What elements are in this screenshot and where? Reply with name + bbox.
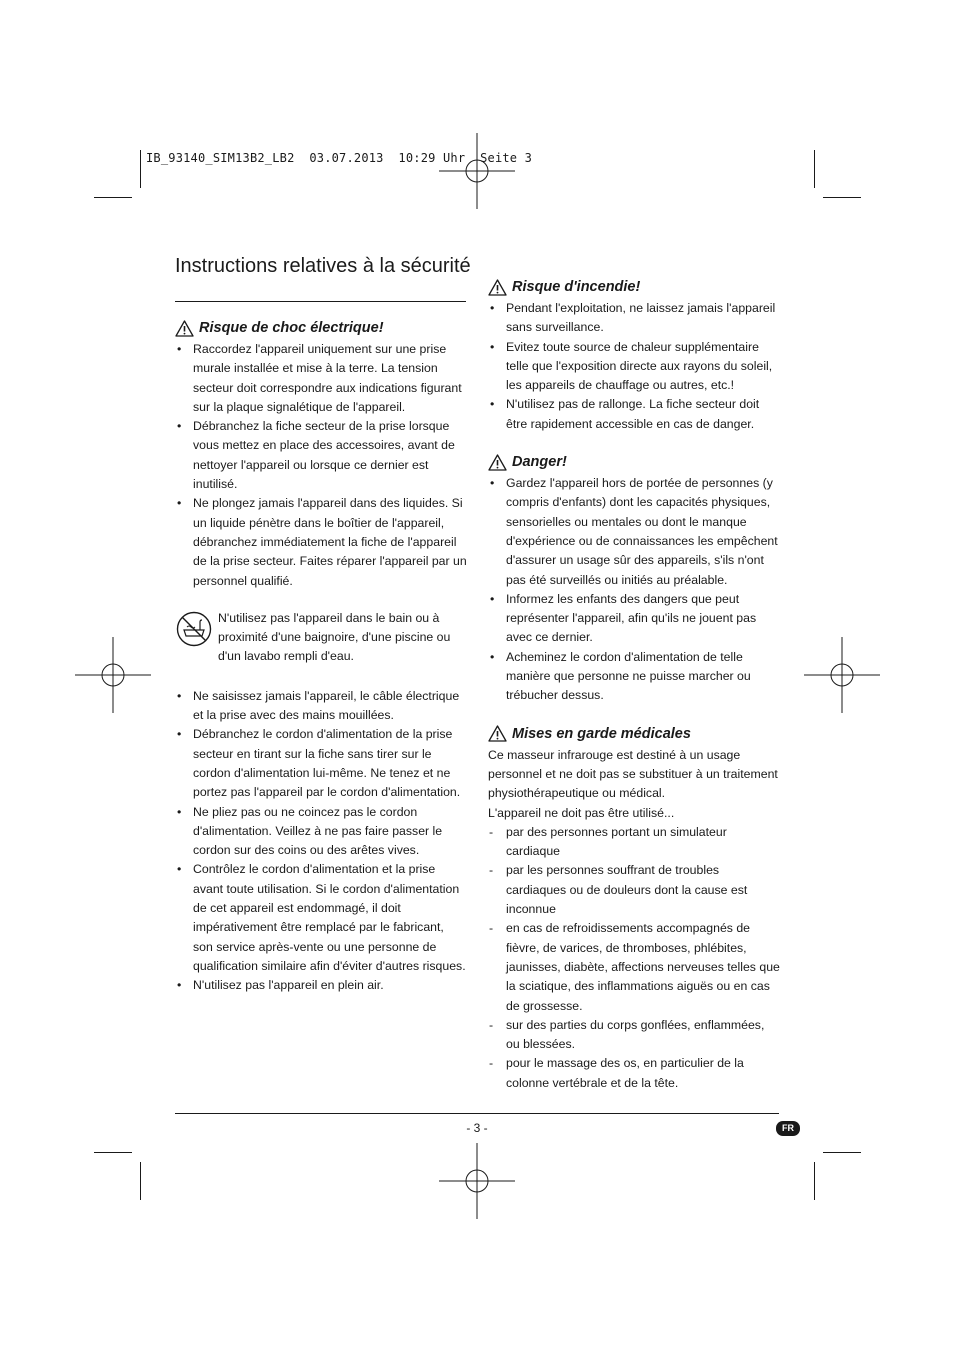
crop-mark [823, 197, 861, 198]
list-item: • Informez les enfants des dangers que peut représenter l'appareil, afin qu'ils ne jouent pas avec ce dernier. [488, 590, 780, 648]
medical-list [488, 823, 780, 1093]
title-divider [175, 301, 466, 302]
cord-list [175, 687, 467, 996]
crop-mark [140, 150, 141, 188]
list-item: • N'utilisez pas l'appareil en plein air. [175, 976, 467, 995]
page-title: Instructions relatives à la sécurité [175, 255, 471, 277]
notice-text: N'utilisez pas l'appareil dans le bain ou à proximité d'une baignoire, d'une piscine ou d'un lavabo rempli d'eau. [218, 610, 451, 664]
medical-intro: Ce masseur infrarouge est destiné à un usage personnel et ne doit pas se substituer à un traitement physiothérapeutique ou médical. [488, 747, 778, 801]
warning-triangle-icon [488, 454, 507, 471]
list-item: • Pendant l'exploitation, ne laissez jamais l'appareil sans surveillance. [488, 299, 780, 338]
bath-notice [175, 609, 467, 667]
registration-mark-icon [439, 1143, 515, 1219]
right-column [488, 277, 780, 1093]
crop-mark [94, 1152, 132, 1153]
list-item: • Ne pliez pas ou ne coincez pas le cordon d'alimentation. Veillez à ne pas faire passer le cordon sur des coins ou des arêtes vives. [175, 803, 467, 861]
medical-intro-2: L'appareil ne doit pas être utilisé... [488, 805, 675, 820]
section-heading-text: Risque de choc électrique! [199, 320, 384, 336]
section-heading-medical [488, 724, 780, 744]
list-item: • Acheminez le cordon d'alimentation de telle manière que personne ne puisse marcher ou trébucher dessus. [488, 648, 780, 706]
section-heading-text: Mises en garde médicales [512, 725, 691, 742]
list-item: • Débranchez le cordon d'alimentation de la prise secteur en tirant sur la fiche sans tirer sur le cordon d'alimentation lui-même. Ne tenez et ne portez pas l'appareil par le cordon d'alimentation. [175, 725, 467, 802]
list-item: - par des personnes portant un simulateur cardiaque [488, 823, 780, 862]
list-item: • Débranchez la fiche secteur de la prise lorsque vous mettez en place des accessoires, avant de nettoyer l'appareil ou lorsque ce dernier est inutilisé. [175, 417, 467, 494]
language-badge: FR [776, 1121, 800, 1136]
warning-triangle-icon [175, 320, 194, 337]
page-number: - 3 - [466, 1121, 488, 1135]
list-item: • Ne saisissez jamais l'appareil, le câble électrique et la prise avec des mains mouillées. [175, 687, 467, 726]
list-item: - pour le massage des os, en particulier de la colonne vertébrale et de la tête. [488, 1054, 780, 1093]
crop-mark [814, 1162, 815, 1200]
danger-list [488, 474, 780, 706]
list-item: • Evitez toute source de chaleur supplémentaire telle que l'exposition directe aux rayons du soleil, les appareils de chauffage ou autres, etc.! [488, 338, 780, 396]
list-item: • N'utilisez pas de rallonge. La fiche secteur doit être rapidement accessible en cas de danger. [488, 395, 780, 434]
crop-mark [823, 1152, 861, 1153]
list-item: • Gardez l'appareil hors de portée de personnes (y compris d'enfants) dont les capacités physiques, sensorielles ou mentales ou dont le manque d'expérience ou de connaissances les empêchent d'assurer un usage sûr des appareils, s'ils n'ont pas été surveillés ou initiés au préalable. [488, 474, 780, 590]
section-heading-fire [488, 277, 780, 297]
section-heading-electric [175, 318, 467, 338]
fire-list [488, 299, 780, 434]
list-item: - en cas de refroidissements accompagnés de fièvre, de varices, de thromboses, phlébites, jaunisses, diabète, affections nerveuses telles que la sciatique, des inflammations aiguës ou en cas de grossesse. [488, 919, 780, 1015]
list-item: - par les personnes souffrant de troubles cardiaques ou de douleurs dont la cause est inconnue [488, 861, 780, 919]
electric-list [175, 340, 467, 591]
registration-mark-icon [804, 637, 880, 713]
section-heading-text: Danger! [512, 454, 567, 471]
no-bath-icon [176, 611, 212, 647]
footer-divider [175, 1113, 779, 1114]
registration-mark-icon [75, 637, 151, 713]
list-item: • Contrôlez le cordon d'alimentation et la prise avant toute utilisation. Si le cordon d'alimentation de cet appareil est endommagé, il doit impérativement être remplacé par le fabricant, son service après-vente ou une personne de qualification similaire afin d'éviter d'autres risques. [175, 860, 467, 976]
list-item: • Ne plongez jamais l'appareil dans des liquides. Si un liquide pénètre dans le boîtier de l'appareil, débranchez immédiatement la fiche de l'appareil de la prise secteur. Faites réparer l'appareil par un personnel qualifié. [175, 494, 467, 590]
crop-mark [140, 1162, 141, 1200]
print-slug: IB_93140_SIM13B2_LB2 03.07.2013 10:29 Uhr Seite 3 [146, 151, 533, 165]
warning-triangle-icon [488, 725, 507, 742]
list-item: - sur des parties du corps gonflées, enflammées, ou blessées. [488, 1016, 780, 1055]
left-column [175, 318, 467, 996]
warning-triangle-icon [488, 279, 507, 296]
section-heading-danger [488, 452, 780, 472]
list-item: • Raccordez l'appareil uniquement sur une prise murale installée et mise à la terre. La tension secteur doit correspondre aux indications figurant sur la plaque signalétique de l'appareil. [175, 340, 467, 417]
registration-mark-icon [439, 133, 515, 209]
crop-mark [94, 197, 132, 198]
section-heading-text: Risque d'incendie! [512, 279, 641, 295]
crop-mark [814, 150, 815, 188]
